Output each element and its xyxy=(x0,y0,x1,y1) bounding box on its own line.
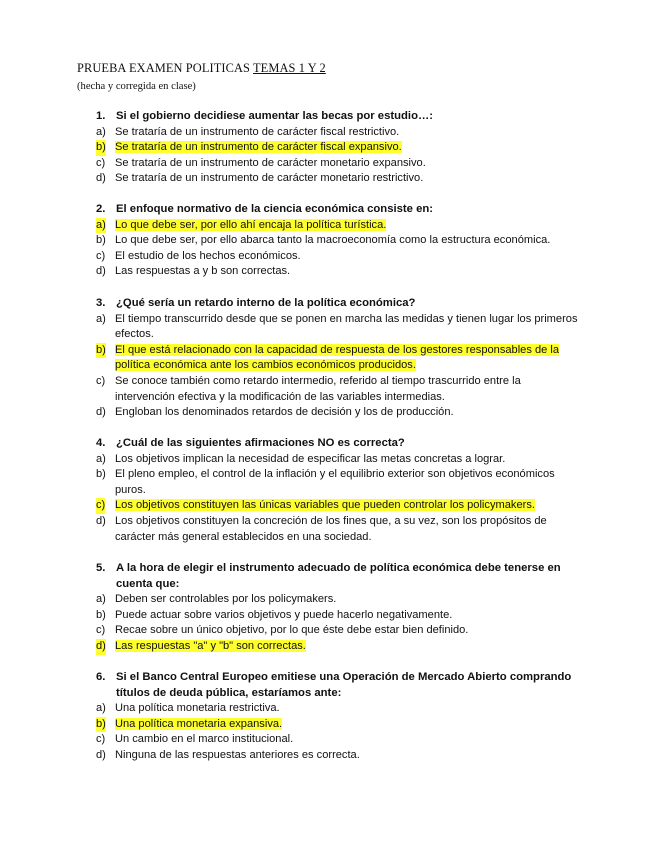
question-1 xyxy=(0,109,655,187)
option-text: Una política monetaria restrictiva. xyxy=(115,702,280,715)
option-b-highlighted xyxy=(0,343,582,374)
question-text: A la hora de elegir el instrumento adecuado de política económica debe tenerse en cuenta que: xyxy=(116,562,561,590)
option-c-highlighted xyxy=(0,498,582,514)
question-heading xyxy=(0,561,590,592)
option-text: Ninguna de las respuestas anteriores es correcta. xyxy=(115,748,360,761)
question-number: 5. xyxy=(96,562,106,574)
option-text: El pleno empleo, el control de la inflación y el equilibrio exterior son objetivos económicos puros. xyxy=(115,468,555,496)
option-letter: b) xyxy=(96,234,106,247)
option-letter: d) xyxy=(96,265,106,278)
question-heading xyxy=(0,202,590,218)
option-text: Deben ser controlables por los policymakers. xyxy=(115,593,337,606)
option-d xyxy=(0,171,582,187)
option-letter: b) xyxy=(96,717,106,733)
option-d xyxy=(0,514,582,545)
question-number: 3. xyxy=(96,297,106,309)
option-letter: c) xyxy=(96,156,106,169)
option-b xyxy=(0,608,582,624)
document-subtitle: (hecha y corregida en clase) xyxy=(77,81,196,92)
question-number: 6. xyxy=(96,671,106,683)
option-letter: b) xyxy=(96,468,106,481)
option-letter: c) xyxy=(96,733,106,746)
title-text: PRUEBA EXAMEN POLITICAS xyxy=(77,61,254,75)
document-title xyxy=(77,61,326,76)
option-b-highlighted xyxy=(0,717,582,733)
option-letter: d) xyxy=(96,406,106,419)
option-c xyxy=(0,249,582,265)
question-5 xyxy=(0,561,655,655)
question-text: Si el Banco Central Europeo emitiese una Operación de Mercado Abierto comprando títulos de deuda pública, estaríamos ante: xyxy=(116,671,572,699)
option-text: El que está relacionado con la capacidad de respuesta de los gestores responsables de la política económica ante los cambios económicos producidos. xyxy=(115,343,560,372)
option-letter: a) xyxy=(96,312,106,325)
question-number: 2. xyxy=(96,203,106,215)
option-c xyxy=(0,374,582,405)
option-letter: a) xyxy=(96,702,106,715)
option-a xyxy=(0,452,582,468)
option-d xyxy=(0,748,582,764)
option-d xyxy=(0,405,582,421)
option-letter: d) xyxy=(96,748,106,761)
option-text: Los objetivos constituyen las únicas variables que pueden controlar los policymakers. xyxy=(115,499,535,512)
option-a xyxy=(0,312,582,343)
option-text: Se trataría de un instrumento de carácter monetario expansivo. xyxy=(115,156,426,169)
option-text: El tiempo transcurrido desde que se ponen en marcha las medidas y tienen lugar los primeros efectos. xyxy=(115,312,578,341)
option-letter: a) xyxy=(96,125,106,138)
option-text: Los objetivos constituyen la concreción de los fines que, a su vez, son los propósitos de carácter más general establecidos en una sociedad. xyxy=(115,514,547,543)
option-text: Las respuestas a y b son correctas. xyxy=(115,265,291,278)
option-text: Una política monetaria expansiva. xyxy=(115,717,283,730)
option-b xyxy=(0,233,582,249)
option-letter: a) xyxy=(96,593,106,606)
option-text: Lo que debe ser, por ello ahí encaja la política turística. xyxy=(115,218,387,231)
question-4 xyxy=(0,436,655,545)
option-letter: c) xyxy=(96,498,105,514)
option-b-highlighted xyxy=(0,140,582,156)
question-number: 1. xyxy=(96,110,106,122)
option-letter: d) xyxy=(96,514,106,527)
option-text: Se conoce también como retardo intermedio, referido al tiempo trascurrido entre la intervención efectiva y la modificación de las variables intermedias. xyxy=(115,374,521,403)
option-letter: a) xyxy=(96,218,106,234)
question-text: ¿Cuál de las siguientes afirmaciones NO es correcta? xyxy=(116,437,405,449)
option-letter: d) xyxy=(96,639,106,655)
question-heading xyxy=(0,670,590,701)
option-c xyxy=(0,732,582,748)
option-letter: b) xyxy=(96,343,106,359)
question-number: 4. xyxy=(96,437,106,449)
question-text: El enfoque normativo de la ciencia económica consiste en: xyxy=(116,203,434,215)
option-text: Se trataría de un instrumento de carácter fiscal expansivo. xyxy=(115,141,402,154)
option-text: Se trataría de un instrumento de carácter fiscal restrictivo. xyxy=(115,125,400,138)
question-heading xyxy=(0,296,590,312)
option-c xyxy=(0,623,582,639)
option-a xyxy=(0,592,582,608)
option-text: El estudio de los hechos económicos. xyxy=(115,249,301,262)
option-a-highlighted xyxy=(0,218,582,234)
option-text: Recae sobre un único objetivo, por lo que éste debe estar bien definido. xyxy=(115,624,469,637)
question-heading xyxy=(0,109,590,125)
option-d xyxy=(0,264,582,280)
option-letter: c) xyxy=(96,624,106,637)
question-text: Si el gobierno decidiese aumentar las becas por estudio…: xyxy=(116,110,434,122)
option-text: Engloban los denominados retardos de decisión y los de producción. xyxy=(115,406,454,419)
option-a xyxy=(0,701,582,717)
question-3 xyxy=(0,296,655,421)
option-letter: a) xyxy=(96,452,106,465)
option-a xyxy=(0,125,582,141)
option-letter: d) xyxy=(96,172,106,185)
option-d-highlighted xyxy=(0,639,582,655)
question-2 xyxy=(0,202,655,280)
option-c xyxy=(0,156,582,172)
option-letter: c) xyxy=(96,374,106,387)
option-text: Los objetivos implican la necesidad de especificar las metas concretas a lograr. xyxy=(115,452,506,465)
question-6 xyxy=(0,670,655,764)
option-letter: b) xyxy=(96,608,106,621)
option-b xyxy=(0,467,582,498)
option-text: Puede actuar sobre varios objetivos y puede hacerlo negativamente. xyxy=(115,608,453,621)
option-text: Se trataría de un instrumento de carácter monetario restrictivo. xyxy=(115,172,424,185)
title-underlined-text: TEMAS 1 Y 2 xyxy=(253,61,326,75)
option-letter: c) xyxy=(96,249,106,262)
option-letter: b) xyxy=(96,140,106,156)
question-text: ¿Qué sería un retardo interno de la política económica? xyxy=(116,297,416,309)
option-text: Un cambio en el marco institucional. xyxy=(115,733,294,746)
option-text: Lo que debe ser, por ello abarca tanto la macroeconomía como la estructura económica. xyxy=(115,234,551,247)
option-text: Las respuestas "a" y "b" son correctas. xyxy=(115,639,306,652)
question-heading xyxy=(0,436,590,452)
